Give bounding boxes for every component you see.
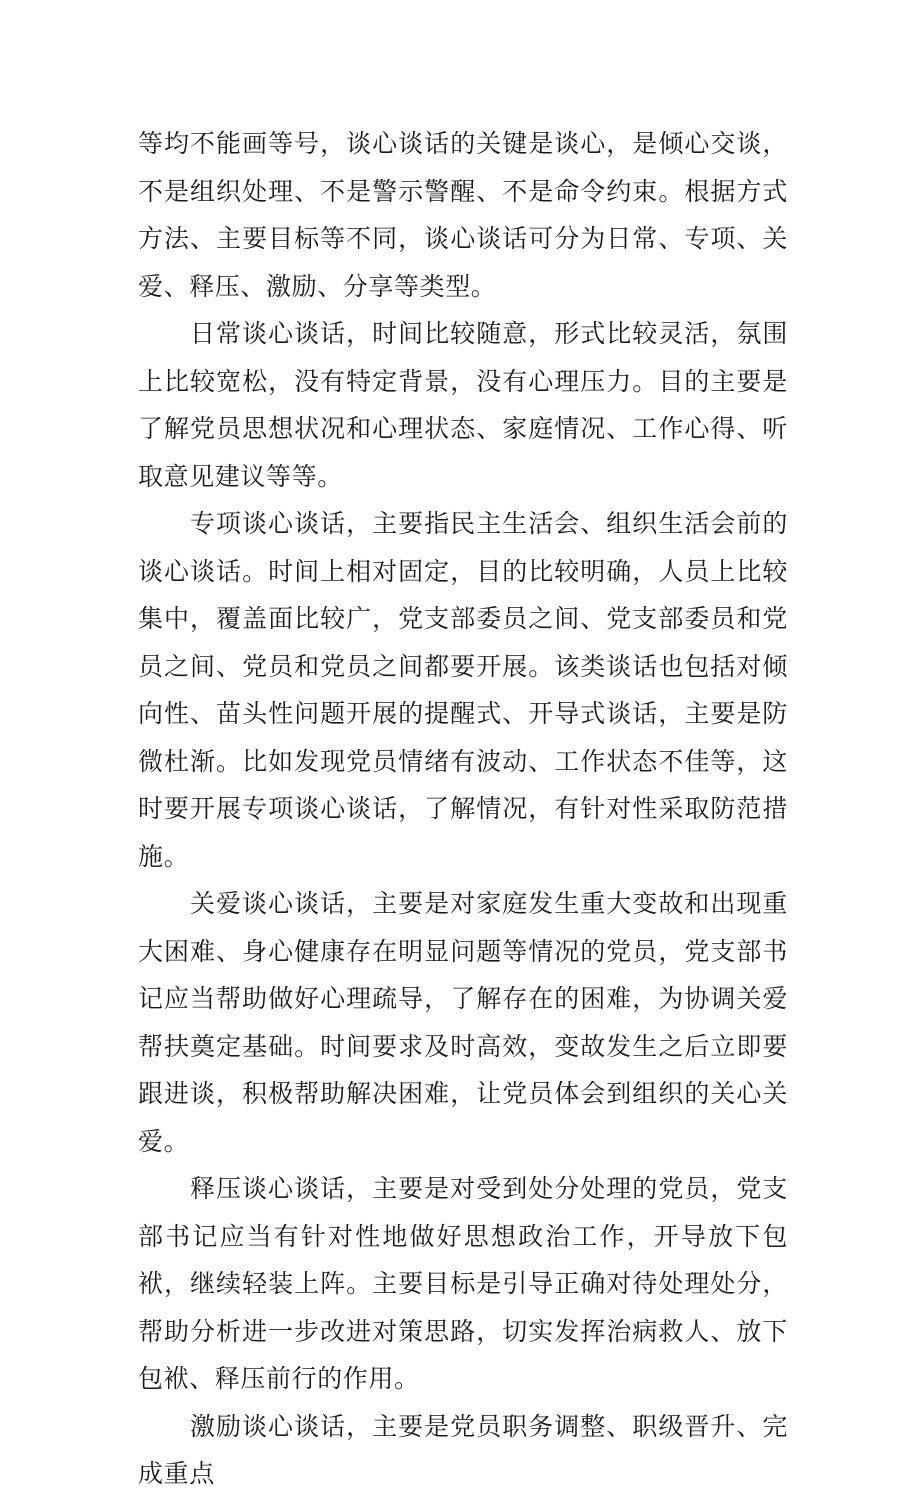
paragraph-care-talk: 关爱谈心谈话，主要是对家庭发生重大变故和出现重大困难、身心健康存在明显问题等情况的党员，党支部书记应当帮助做好心理疏导，了解存在的困难，为协调关爱帮扶奠定基础。时间要求及时高效，变故发生之后立即要跟进谈，积极帮助解决困难，让党员体会到组织的关心关爱。 [138,889,788,1156]
paragraph-continuation: 等均不能画等号，谈心谈话的关键是谈心，是倾心交谈，不是组织处理、不是警示警醒、不是命令约束。根据方式方法、主要目标等不同，谈心谈话可分为日常、专项、关爱、释压、激励、分享等类型。 [138,129,788,301]
paragraph-special-talk: 专项谈心谈话，主要指民主生活会、组织生活会前的谈心谈话。时间上相对固定，目的比较明确，人员上比较集中，覆盖面比较广，党支部委员之间、党支部委员和党员之间、党员和党员之间都要开展。该类谈话也包括对倾向性、苗头性问题开展的提醒式、开导式谈话，主要是防微杜渐。比如发现党员情绪有波动、工作状态不佳等，这时要开展专项谈心谈话，了解情况，有针对性采取防范措施。 [138,509,788,871]
paragraph-encouragement-talk: 激励谈心谈话，主要是党员职务调整、职级晋升、完成重点 [138,1411,788,1488]
paragraph-daily-talk: 日常谈心谈话，时间比较随意，形式比较灵活，氛围上比较宽松，没有特定背景，没有心理压力。目的主要是了解党员思想状况和心理状态、家庭情况、工作心得、听取意见建议等等。 [138,319,788,491]
document-body [138,120,788,1498]
paragraph-relief-talk: 释压谈心谈话，主要是对受到处分处理的党员，党支部书记应当有针对性地做好思想政治工作，开导放下包袱，继续轻装上阵。主要目标是引导正确对待处理处分，帮助分析进一步改进对策思路，切实发挥治病救人、放下包袱、释压前行的作用。 [138,1174,788,1393]
